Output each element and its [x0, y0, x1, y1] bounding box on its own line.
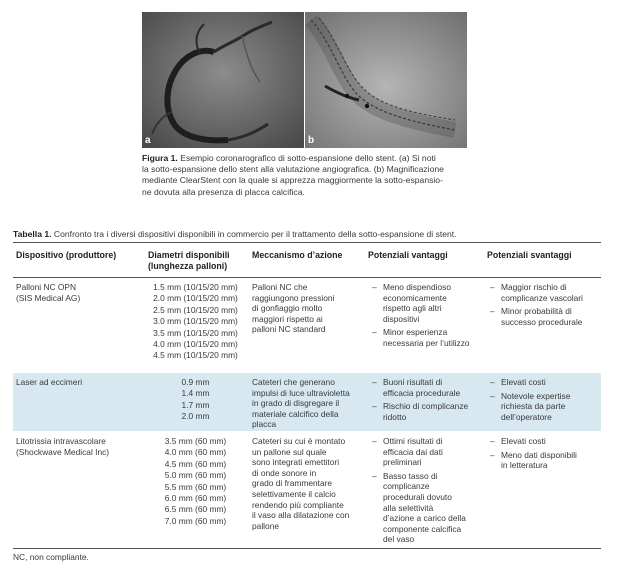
diameters-cell-line: 4.5 mm (60 mm) — [164, 458, 227, 469]
bullet-item-line: – Meno dispendioso — [383, 282, 451, 292]
bullet-item — [487, 391, 599, 423]
bullet-item-line: d’azione a carico della — [383, 513, 466, 524]
bullet-item-line: del vaso — [383, 534, 415, 545]
mechanism-cell — [252, 282, 364, 335]
diameters-cell-line: 2.0 mm (10/15/20 mm) — [153, 293, 238, 304]
mechanism-cell-line: materiale calcifico della — [252, 408, 339, 419]
table-top-rule — [13, 242, 601, 243]
mechanism-cell-line: un pallone sul quale — [252, 446, 327, 457]
header-diameters-line1: Diametri disponibili — [148, 250, 230, 260]
bullet-item-line: – Elevati costi — [501, 377, 546, 387]
bullet-item — [369, 377, 483, 398]
device-cell-line: Litotrissia intravascolare — [16, 436, 106, 446]
bullet-item-line: dell’operatore — [501, 411, 552, 422]
diameters-cell-line: 0.9 mm — [181, 377, 210, 387]
diameters-cell-line: 4.0 mm (10/15/20 mm) — [153, 339, 238, 350]
header-disadvantages: Potenziali svantaggi — [487, 250, 572, 260]
diameters-cell-line: 6.5 mm (60 mm) — [164, 504, 227, 515]
bullet-item-line: – Meno dati disponibili — [501, 449, 577, 460]
bullet-item — [369, 327, 483, 348]
diameters-cell — [143, 377, 248, 423]
figure-caption-line: mediante ClearStent con la quale si apprezza maggiormente la sotto-espansio- — [142, 175, 443, 186]
header-diameters-line2: (lunghezza palloni) — [148, 261, 228, 271]
diameters-cell-line: 3.0 mm (10/15/20 mm) — [153, 316, 238, 327]
header-diameters — [148, 250, 230, 272]
panel-a-label: a — [145, 135, 151, 146]
figure-caption-line: la sotto-espansione dello stent alla valutazione angiografica. (b) Magnificazione — [142, 164, 444, 175]
disadvantages-cell — [487, 377, 599, 425]
bullet-item-line: in letteratura — [501, 460, 548, 471]
diameters-cell-line: 4.5 mm (10/15/20 mm) — [153, 350, 238, 361]
bullet-item — [487, 282, 599, 303]
mechanism-cell-line: di onde sonore in — [252, 467, 317, 478]
advantages-cell — [369, 282, 483, 352]
bullet-item-line: – Ottimi risultati di — [383, 436, 443, 446]
diameters-cell — [143, 282, 248, 362]
bullet-item-line: – Rischio di complicanze — [383, 401, 469, 412]
bullet-item-line: – Minor esperienza — [383, 327, 448, 338]
diameters-cell-line: 7.0 mm (60 mm) — [164, 515, 227, 526]
bullet-item-line: – Buoni risultati di — [383, 377, 443, 387]
mechanism-cell-line: rendendo più compliante — [252, 499, 344, 510]
diameters-cell-line: 5.5 mm (60 mm) — [164, 481, 227, 492]
bullet-item-line: – Maggior rischio di — [501, 282, 567, 292]
bullet-item-line: – Basso tasso di — [383, 470, 438, 481]
disadvantages-cell — [487, 282, 599, 330]
device-cell — [16, 377, 136, 388]
bullet-item — [369, 471, 483, 545]
mechanism-cell — [252, 377, 364, 430]
mechanism-cell-line: grado di frammentare — [252, 478, 333, 489]
bullet-item — [487, 450, 599, 471]
device-cell-line: (Shockwave Medical Inc) — [16, 446, 110, 457]
mechanism-cell — [252, 436, 364, 531]
mechanism-cell-line: Palloni NC che — [252, 282, 308, 292]
table-bottom-rule — [13, 548, 601, 549]
bullet-item-line: alla selettività — [383, 502, 434, 513]
bullet-item-line: complicanze — [383, 481, 430, 492]
figure-caption-line: ne dovuta alla presenza di placca calcifica. — [142, 186, 305, 197]
mechanism-cell-line: impulsi di luce ultravioletta — [252, 387, 350, 398]
mechanism-cell-line: di gonfiaggio molto — [252, 303, 323, 314]
diameters-cell-line: 1.5 mm (10/15/20 mm) — [153, 282, 238, 292]
bullet-item-line: componente calcifica — [383, 523, 462, 534]
device-cell — [16, 282, 136, 303]
diameters-cell-line: 1.7 mm — [181, 399, 210, 410]
bullet-item-line: complicanze vascolari — [501, 292, 583, 303]
disadvantages-cell — [487, 436, 599, 474]
diameters-cell-line: 2.0 mm — [181, 411, 210, 422]
figure-caption-label: Figura 1. — [142, 153, 178, 163]
device-cell-line: Palloni NC OPN — [16, 282, 77, 292]
mechanism-cell-line: maggiori rispetto ai — [252, 313, 323, 324]
device-cell-line: (SIS Medical AG) — [16, 292, 81, 303]
diameters-cell-line: 3.5 mm (10/15/20 mm) — [153, 327, 238, 338]
diameters-cell-line: 3.5 mm (60 mm) — [164, 436, 227, 446]
header-device: Dispositivo (produttore) — [16, 250, 117, 260]
mechanism-cell-line: Cateteri su cui è montato — [252, 436, 346, 446]
advantages-cell — [369, 436, 483, 548]
bullet-item — [369, 282, 483, 324]
diameters-cell-line: 2.5 mm (10/15/20 mm) — [153, 304, 238, 315]
figure-caption — [142, 153, 470, 198]
mechanism-cell-line: palloni NC standard — [252, 324, 326, 335]
bullet-item-line: efficacia procedurale — [383, 387, 461, 398]
bullet-item — [369, 401, 483, 422]
bullet-item — [369, 436, 483, 468]
bullet-item-line: – Notevole expertise — [501, 390, 571, 401]
bullet-item-line: – Elevati costi — [501, 436, 546, 446]
mechanism-cell-line: selettivamente il calcio — [252, 488, 336, 499]
clearstent-image-b — [305, 12, 467, 148]
mechanism-cell-line: in grado di disgregare il — [252, 398, 340, 409]
mechanism-cell-line: raggiungono pressioni — [252, 292, 335, 303]
bullet-item-line: successo procedurale — [501, 316, 583, 327]
mechanism-cell-line: pallone — [252, 520, 280, 531]
diameters-cell-line: 4.0 mm (60 mm) — [164, 447, 227, 458]
bullet-item-line: richiesta da parte — [501, 401, 566, 412]
table-title-label: Tabella 1. — [13, 229, 52, 239]
header-mechanism: Meccanismo d’azione — [252, 250, 343, 260]
panel-b-label: b — [308, 135, 315, 146]
mechanism-cell-line: Cateteri che generano — [252, 377, 335, 387]
angiography-image-a — [142, 12, 304, 148]
bullet-item — [487, 377, 599, 388]
diameters-cell — [143, 436, 248, 527]
bullet-item-line: necessaria per l’utilizzo — [383, 337, 470, 348]
mechanism-cell-line: sono integrati emettitori — [252, 457, 340, 468]
advantages-cell — [369, 377, 483, 425]
table-header-rule — [13, 277, 601, 278]
bullet-item-line: – Minor probabilità di — [501, 306, 572, 317]
table-title-text: Confronto tra i diversi dispositivi disponibili in commercio per il trattamento della sotto-espansione di stent. — [51, 229, 457, 239]
figure-caption-line: Esempio coronarografico di sotto-espansione dello stent. (a) Si noti — [177, 153, 436, 163]
mechanism-cell-line: placca — [252, 419, 277, 430]
bullet-item — [487, 436, 599, 447]
table-title — [13, 229, 457, 239]
bullet-item-line: efficacia dai dati — [383, 446, 443, 457]
diameters-cell-line: 1.4 mm — [181, 388, 210, 399]
diameters-cell-line: 6.0 mm (60 mm) — [164, 493, 227, 504]
bullet-item-line: dispositivi — [383, 313, 420, 324]
device-cell-line: Laser ad eccimeri — [16, 377, 83, 387]
bullet-item-line: rispetto agli altri — [383, 303, 442, 314]
bullet-item-line: economicamente — [383, 292, 447, 303]
bullet-item-line: ridotto — [383, 411, 407, 422]
bullet-item-line: procedurali dovuto — [383, 491, 452, 502]
bullet-item — [487, 306, 599, 327]
diameters-cell-line: 5.0 mm (60 mm) — [164, 470, 227, 481]
table-footnote: NC, non compliante. — [13, 552, 89, 562]
header-advantages: Potenziali vantaggi — [368, 250, 448, 260]
mechanism-cell-line: il vaso alla dilatazione con — [252, 510, 350, 521]
bullet-item-line: preliminari — [383, 457, 422, 468]
device-cell — [16, 436, 136, 457]
clearstent-graphic — [305, 12, 467, 148]
angiography-graphic — [142, 12, 304, 148]
